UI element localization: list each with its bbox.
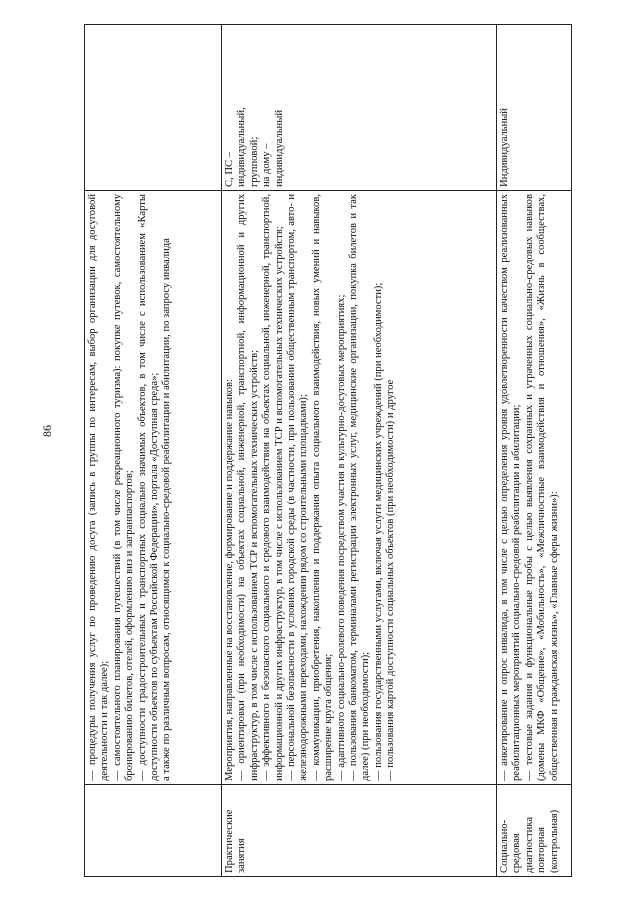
content-line: — тестовые задания и функциональные пробы с целью выявления сохранных и утраченных социально-средовых навыков (домены МКФ «Общение», «Мобильность», «Межличностные взаимодействия и отношения», «Жизнь в сообществах, общественная и гражданская жизнь», «Главные сферы жизни»): — [523, 194, 560, 781]
cell-text: на дому – — [261, 143, 273, 187]
content-line: — пользования государственными услугами, включая услуги медицинских учреждений (при необходимости); — [372, 282, 384, 781]
table — [84, 24, 572, 877]
cell-text: диагностика — [523, 816, 535, 873]
cell-text: Социально- — [499, 819, 510, 873]
cell-text: средовая — [511, 833, 523, 873]
content-line: — пользования картой доступности социальных объектов (при необходимости) и другое — [385, 379, 397, 781]
content-line: — персональной безопасности в условиях городской среды (в частности, при пользовании общественным транспортом, авто- и железнодорожными переходами, нахождении рядом со строительными площадками); — [286, 194, 310, 781]
cell-text: повторная — [536, 826, 548, 873]
content-line: Мероприятия, направленные на восстановление, формирование и поддержание навыков: — [224, 379, 235, 781]
activity-title-cell — [222, 785, 497, 877]
table-row — [497, 25, 572, 877]
cell-text: (контрольная) — [548, 809, 560, 873]
activity-title-cell — [497, 785, 572, 877]
content-line: — анкетирование и опрос инвалида, в том числе с целью определения уровня удовлетворенности качеством реализованных реабилитационных мероприятий социально-средовой реабилитации и абилитации; — [499, 194, 523, 781]
content-line: а также по различным вопросам, относящимся к социально-средовой реабилитации и абилитации, по запросу инвалида — [161, 238, 173, 781]
activity-content-cell — [222, 191, 497, 785]
content-line: — самостоятельного планирования путешествий (в том числе рекреационного туризма): покупке путевок, самостоятельному бронированию билетов, отелей, оформлению виз и загранпаспортов; — [111, 194, 136, 781]
cell-text: Практические — [224, 809, 235, 873]
activity-title-cell — [85, 785, 222, 877]
content-line: — коммуникации, приобретения, накопления и поддержания опыта социального взаимодействия, новых умений и навыков, расширение круга общения; — [310, 194, 335, 781]
activity-form-cell — [497, 25, 572, 191]
cell-text: индивидуальный — [273, 110, 285, 187]
cell-text: занятия — [236, 838, 248, 873]
cell-text: индивидуальный, — [236, 107, 248, 187]
activity-content-cell — [85, 191, 222, 785]
activity-form-cell — [222, 25, 497, 191]
activity-form-cell — [85, 25, 222, 191]
rehabilitation-table — [84, 25, 560, 877]
content-line: — адаптивного социально-ролевого поведения посредством участия в культурно-досуговых мероприятиях; — [335, 294, 347, 781]
cell-text: С, ПС – — [224, 151, 235, 187]
content-line: — ориентировки (при необходимости) на объектах социальной, инженерной, транспортной, информационной и других инфраструктур, в том числе с использованием ТСР и вспомогательных технических устройств; — [236, 194, 260, 781]
activity-content-cell — [497, 191, 572, 785]
cell-text: Индивидуальный — [499, 108, 510, 187]
content-line: — эффективного и безопасного социального и средового взаимодействия на объектах социальной, инженерной, транспортной, информационной и других инфраструктур, в том числе с использованием ТСР и вспомогательных технических устройств; — [261, 194, 285, 781]
page-number: 86 — [40, 425, 54, 437]
cell-text: групповой; — [248, 136, 260, 187]
content-line: — доступности градостроительных и транспортных социально значимых объектов, в том числе с использованием «Карты доступности объектов по субъектам Российской Федерации», портала «Доступная среда»; — [136, 194, 161, 781]
content-line: — процедуры получения услуг по проведению досуга (запись в группы по интересам, выбор организации для досуговой деятельности и так далее); — [87, 194, 111, 781]
table-row — [222, 25, 497, 877]
content-line: — пользования банкоматом, терминалами регистрации электронных услуг, медицинские организации, покупка билетов и так далее) (при необходимости); — [348, 194, 372, 781]
table-row — [85, 25, 222, 877]
